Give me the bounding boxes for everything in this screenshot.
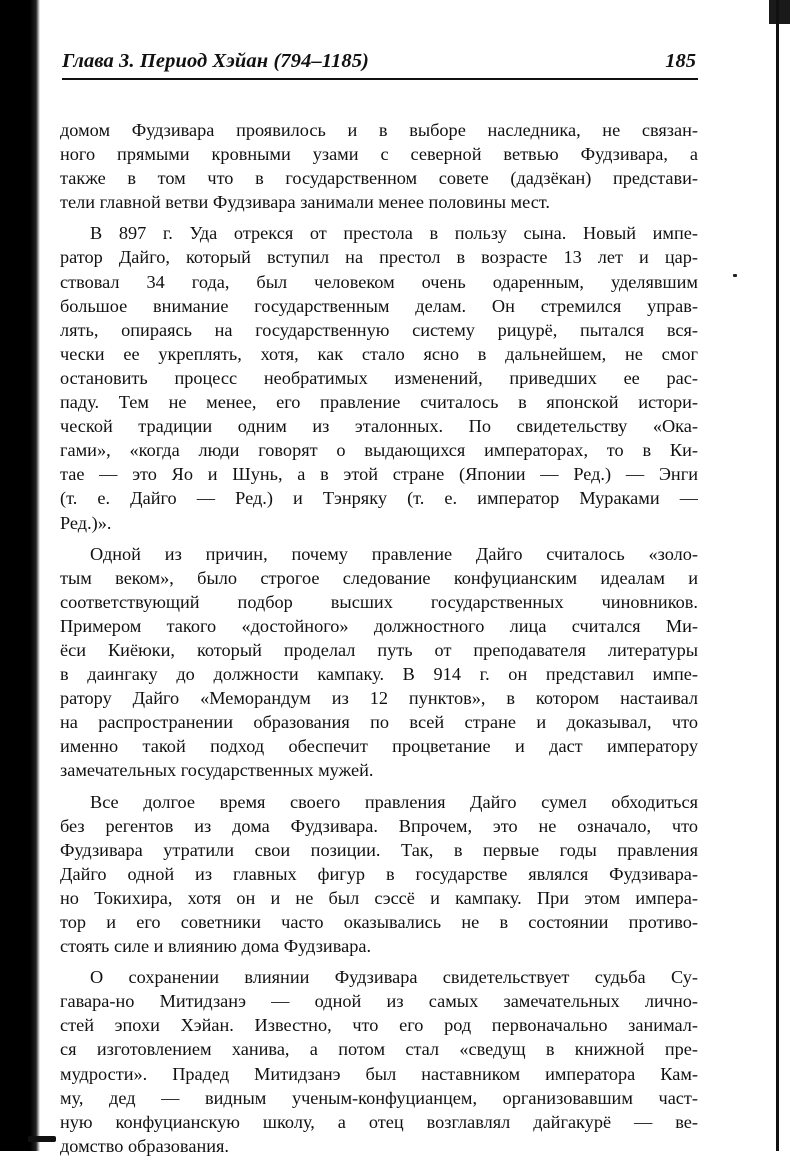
chapter-title: Глава 3. Период Хэйан (794–1185) (62, 50, 369, 72)
paragraph (60, 542, 698, 783)
text-line: на распространении образования по всей стране и доказывал, что (60, 712, 698, 733)
text-line: ствовал 34 года, был человеком очень одаренным, уделявшим (60, 271, 698, 292)
scan-corner-mark-bottom (28, 1136, 56, 1142)
paragraph (60, 965, 698, 1158)
scan-speck (733, 274, 737, 277)
text-line: мудрости». Прадед Митидзанэ был наставником императора Кам- (60, 1063, 698, 1084)
text-line: домом Фудзивара проявилось и в выборе наследника, не связан- (60, 120, 698, 140)
text-line: также в том что в государственном совете (дадзёкан) представи- (60, 168, 698, 189)
text-line: му, дед — видным ученым-конфуцианцем, организовавшим част- (60, 1087, 698, 1108)
paragraph (60, 790, 698, 959)
text-line: стей эпохи Хэйан. Известно, что его род первоначально занимал- (60, 1015, 698, 1036)
text-line: тым веком», было строгое следование конфуцианским идеалам и (60, 567, 698, 588)
text-line: гами», «когда люди говорят о выдающихся императорах, то в Ки- (60, 440, 698, 461)
text-line: тае — это Яо и Шунь, а в этой стране (Японии — Ред.) — Энги (60, 464, 698, 485)
scan-edge-right (776, 0, 779, 1151)
text-line: Фудзивара утратили свои позиции. Так, в первые годы правления (60, 839, 698, 860)
text-line: паду. Тем не менее, его правление считалось в японской истори- (60, 392, 698, 413)
text-line: ного прямыми кровными узами с северной ветвью Фудзивара, а (60, 144, 698, 165)
text-line: лять, опираясь на государственную систему рицурё, пытался вся- (60, 319, 698, 340)
text-line: Все долгое время своего правления Дайго сумел обходиться (90, 791, 698, 812)
text-line: чески ее укреплять, хотя, как стало ясно в дальнейшем, не смог (60, 343, 698, 364)
text-line: Ред.)». (60, 512, 112, 533)
text-line: тели главной ветви Фудзивара занимали менее половины мест. (60, 192, 550, 213)
text-line: домство образования. (60, 1135, 229, 1156)
text-line: остановить процесс необратимых изменений, приведших ее рас- (60, 367, 698, 388)
text-line: тор и его советники часто оказывались не в состоянии противо- (60, 912, 698, 932)
body-text (60, 118, 698, 1158)
text-line: стоять силе и влиянию дома Фудзивара. (60, 936, 372, 957)
text-line: соответствующий подбор высших государственных чиновников. (60, 591, 698, 612)
running-header (62, 48, 698, 80)
text-line: в даингаку до должности кампаку. В 914 г. он представил импе- (60, 664, 698, 685)
text-line: В 897 г. Уда отрекся от престола в пользу сына. Новый импе- (90, 223, 698, 244)
text-line: но Токихира, хотя он и не был сэссё и кампаку. При этом импера- (60, 887, 698, 908)
text-line: ёси Киёюки, который проделал путь от преподавателя литературы (60, 639, 698, 660)
text-line: О сохранении влиянии Фудзивара свидетельствует судьба Су- (90, 967, 698, 988)
text-line: замечательных государственных мужей. (60, 760, 374, 781)
page-number: 185 (665, 50, 696, 72)
text-line: без регентов из дома Фудзивара. Впрочем, это не означало, что (60, 815, 698, 836)
text-line: гавара-но Митидзанэ — одной из самых замечательных лично- (60, 991, 698, 1012)
text-line: большое внимание государственным делам. Он стремился управ- (60, 295, 698, 316)
text-line: Дайго одной из главных фигур в государстве являлся Фудзивара- (60, 863, 698, 884)
scan-corner-mark (769, 0, 790, 24)
scan-edge-left (0, 0, 40, 1151)
text-line: Одной из причин, почему правление Дайго считалось «золо- (90, 543, 698, 564)
text-line: ся изготовлением ханива, а потом стал «сведущ в книжной пре- (60, 1039, 698, 1060)
paragraph (60, 118, 698, 214)
text-line: ческой традиции одним из эталонных. По свидетельству «Ока- (60, 416, 698, 437)
text-line: именно такой подход обеспечит процветание и даст императору (60, 736, 698, 757)
paragraph (60, 221, 698, 534)
text-line: ратор Дайго, который вступил на престол в возрасте 13 лет и цар- (60, 247, 698, 268)
text-line: Примером такого «достойного» должностного лица считался Ми- (60, 615, 698, 636)
text-line: ную конфуцианскую школу, а отец возглавлял дайгакурё — ве- (60, 1111, 698, 1132)
text-line: (т. е. Дайго — Ред.) и Тэнряку (т. е. император Мураками — (60, 488, 698, 509)
text-line: ратору Дайго «Меморандум из 12 пунктов», в котором настаивал (60, 688, 698, 709)
